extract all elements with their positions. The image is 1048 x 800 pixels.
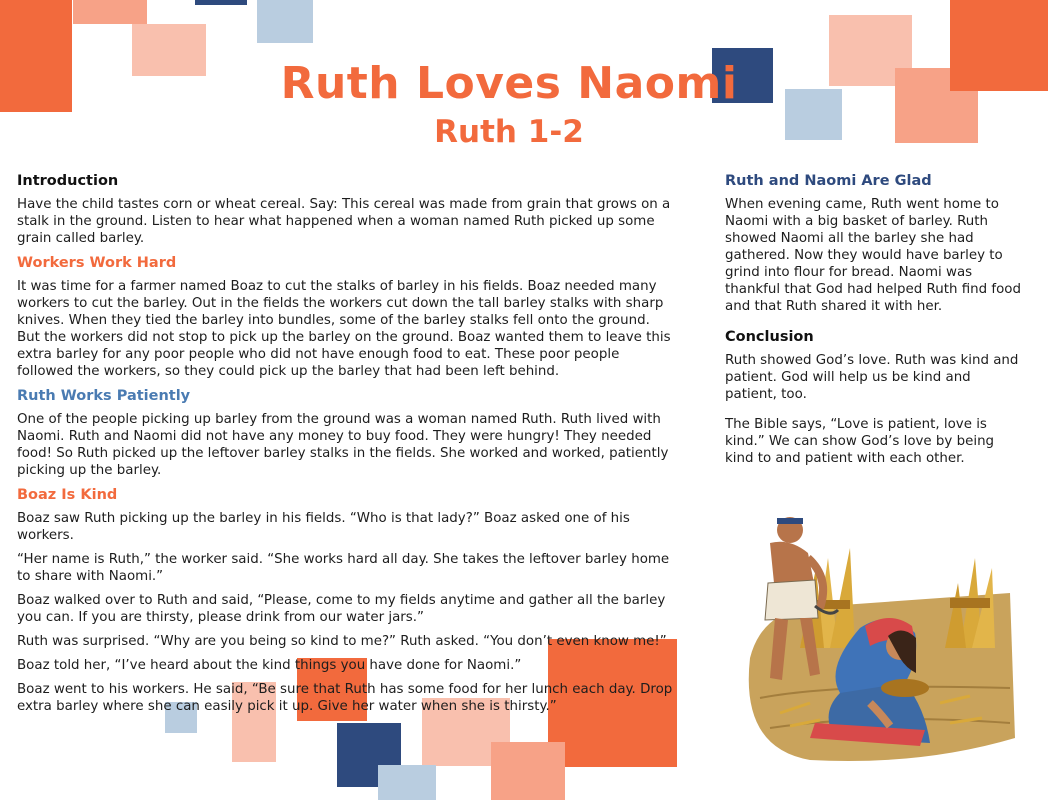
paragraph: Ruth was surprised. “Why are you being so kind to me?” Ruth asked. “You don’t even know me!”: [17, 634, 667, 649]
paragraph: Have the child tastes corn or wheat cereal. Say: This cereal was made from grain that grows on a stalk in the ground. Listen to hear what happened when a woman named Ruth picked up some grain called barley.: [17, 197, 671, 246]
paragraph: Boaz saw Ruth picking up the barley in his fields. “Who is that lady?” Boaz asked one of his workers.: [17, 511, 630, 543]
paragraph: Boaz went to his workers. He said, “Be sure that Ruth has some food for her lunch each day. Drop extra barley where she can easily pick it up. Give her water when she is thirsty.”: [17, 682, 673, 714]
decor-square: [378, 765, 436, 800]
section-heading-ruth-works: Ruth Works Patiently: [17, 388, 191, 404]
paragraph: Boaz told her, “I’ve heard about the kind things you have done for Naomi.”: [17, 658, 522, 673]
paragraph: It was time for a farmer named Boaz to cut the stalks of barley in his fields. Boaz needed many workers to cut the barley. Out in the fields the workers cut down the tall barley stalks with sharp knives. When they tied the barley into bundles, some of the barley stalks fell onto the ground. But the workers did not stop to pick up the barley on the ground. Boaz wanted them to leave this extra barley for any poor people who did not have enough food to eat. These poor people followed the workers, so they could pick up the barley that had been left behind.: [17, 279, 671, 379]
right-column: [725, 172, 1025, 474]
section-heading-conclusion: Conclusion: [725, 329, 814, 345]
section-heading-workers: Workers Work Hard: [17, 255, 177, 271]
ruth-gleaning-illustration: [720, 498, 1020, 768]
paragraph: Boaz walked over to Ruth and said, “Please, come to my fields anytime and gather all the barley you can. If you are thirsty, please drink from our water jars.”: [17, 593, 666, 625]
section-heading-boaz: Boaz Is Kind: [17, 487, 118, 503]
page-title: Ruth Loves Naomi: [280, 58, 738, 109]
decor-square: [73, 0, 147, 24]
paragraph: “Her name is Ruth,” the worker said. “She works hard all day. She takes the leftover barley home to share with Naomi.”: [17, 552, 670, 584]
section-heading-introduction: Introduction: [17, 173, 119, 189]
decor-square: [257, 0, 313, 43]
decor-square: [195, 0, 247, 5]
paragraph: When evening came, Ruth went home to Naomi with a big basket of barley. Ruth showed Naomi all the barley she had gathered. Now they would have barley to grind into flour for bread. Naomi was thankful that God had helped Ruth find food and that Ruth shared it with her.: [725, 197, 1021, 314]
left-column: [17, 172, 677, 722]
page-subtitle: Ruth 1-2: [434, 114, 584, 150]
section-heading-glad: Ruth and Naomi Are Glad: [725, 173, 932, 189]
paragraph: Ruth showed God’s love. Ruth was kind and patient. God will help us be kind and patient, too.: [725, 353, 1019, 402]
decor-square: [491, 742, 565, 800]
paragraph: The Bible says, “Love is patient, love is kind.” We can show God’s love by being kind to and patient with each other.: [725, 417, 995, 466]
paragraph: One of the people picking up barley from the ground was a woman named Ruth. Ruth lived with Naomi. Ruth and Naomi did not have any money to buy food. They were hungry! They needed food! So Ruth picked up the leftover barley stalks in the fields. She worked and worked, patiently picking up the barley.: [17, 412, 669, 478]
